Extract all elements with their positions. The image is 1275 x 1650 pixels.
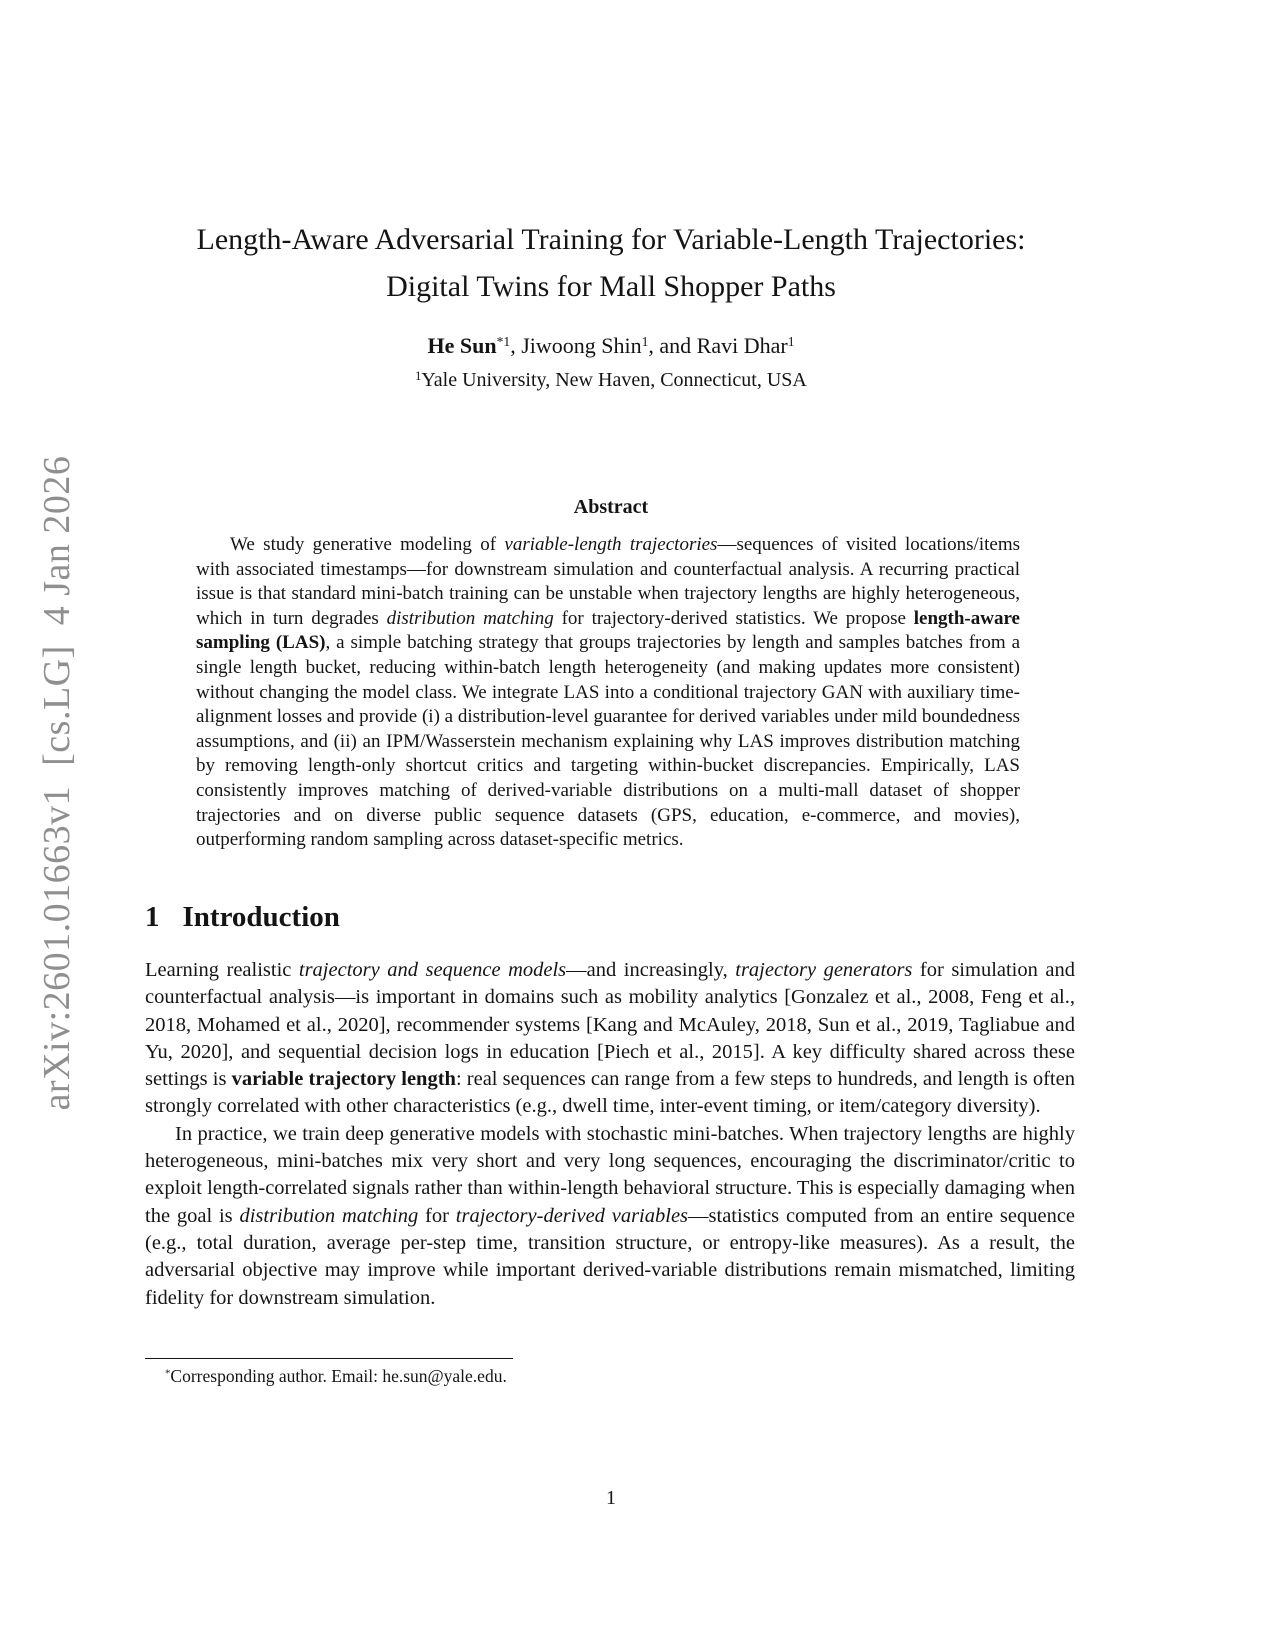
- abstract-text: We study generative modeling of variable-length trajectories—sequences of visited locations/items with associated timestamps—for downstream simulation and counterfactual analysis. A recurring practical issue is that standard mini-batch training can be unstable when trajectory lengths are highly heterogeneous, which in turn degrades distribution matching for trajectory-derived statistics. We propose length-aware sampling (LAS), a simple batching strategy that groups trajectories by length and samples batches from a single length bucket, reducing within-batch length heterogeneity (and making updates more consistent) without changing the model class. We integrate LAS into a conditional trajectory GAN with auxiliary time-alignment losses and provide (i) a distribution-level guarantee for derived variables under mild boundedness assumptions, and (ii) an IPM/Wasserstein mechanism explaining why LAS improves distribution matching by removing length-only shortcut critics and targeting within-bucket discrepancies. Empirically, LAS consistently improves matching of derived-variable distributions on a multi-mall dataset of shopper trajectories and on diverse public sequence datasets (GPS, education, e-commerce, and movies), outperforming random sampling across dataset-specific metrics.: [196, 534, 1021, 851]
- section-title: Introduction: [182, 901, 340, 933]
- paper-title-line-2: Digital Twins for Mall Shopper Paths: [386, 270, 836, 303]
- section-heading-introduction: [145, 901, 340, 934]
- abstract-heading: Abstract: [573, 496, 649, 518]
- page-number: 1: [606, 1487, 616, 1509]
- intro-paragraph-1: Learning realistic trajectory and sequence models—and increasingly, trajectory generators for simulation and counterfactual analysis—is important in domains such as mobility analytics [Gonzalez et al., 2008, Feng et al., 2018, Mohamed et al., 2020], recommender systems [Kang and McAuley, 2018, Sun et al., 2019, Tagliabue and Yu, 2020], and sequential decision logs in education [Piech et al., 2015]. A key difficulty shared across these settings is variable trajectory length: real sequences can range from a few steps to hundreds, and length is often strongly correlated with other characteristics (e.g., dwell time, inter-event timing, or item/category diversity).: [145, 959, 1075, 1118]
- paper-title: [0, 216, 1222, 310]
- footnote-block: [145, 1358, 1075, 1387]
- footnote-text: *Corresponding author. Email: he.sun@yale.edu.: [165, 1366, 507, 1386]
- authors-line: He Sun$^{*1}$, Jiwoong Shin$^1$, and Ravi Dhar$^1$: [427, 333, 795, 358]
- paper-title-line-1: Length-Aware Adversarial Training for Variable-Length Trajectories:: [196, 223, 1026, 256]
- affiliation-line: $^1$Yale University, New Haven, Connecticut, USA: [415, 368, 807, 391]
- section-number: 1: [145, 901, 160, 933]
- intro-paragraph-2: In practice, we train deep generative models with stochastic mini-batches. When trajectory lengths are highly heterogeneous, mini-batches mix very short and very long sequences, encouraging the discriminator/critic to exploit length-correlated signals rather than within-length behavioral structure. This is especially damaging when the goal is distribution matching for trajectory-derived variables—statistics computed from an entire sequence (e.g., total duration, average per-step time, transition structure, or entropy-like measures). As a result, the adversarial objective may improve while important derived-variable distributions remain mismatched, limiting fidelity for downstream simulation.: [145, 1122, 1076, 1309]
- footnote-rule: [145, 1358, 513, 1359]
- arxiv-watermark: arXiv:2601.01663v1 [cs.LG] 4 Jan 2026: [36, 455, 78, 1111]
- introduction-body: [145, 957, 1075, 1312]
